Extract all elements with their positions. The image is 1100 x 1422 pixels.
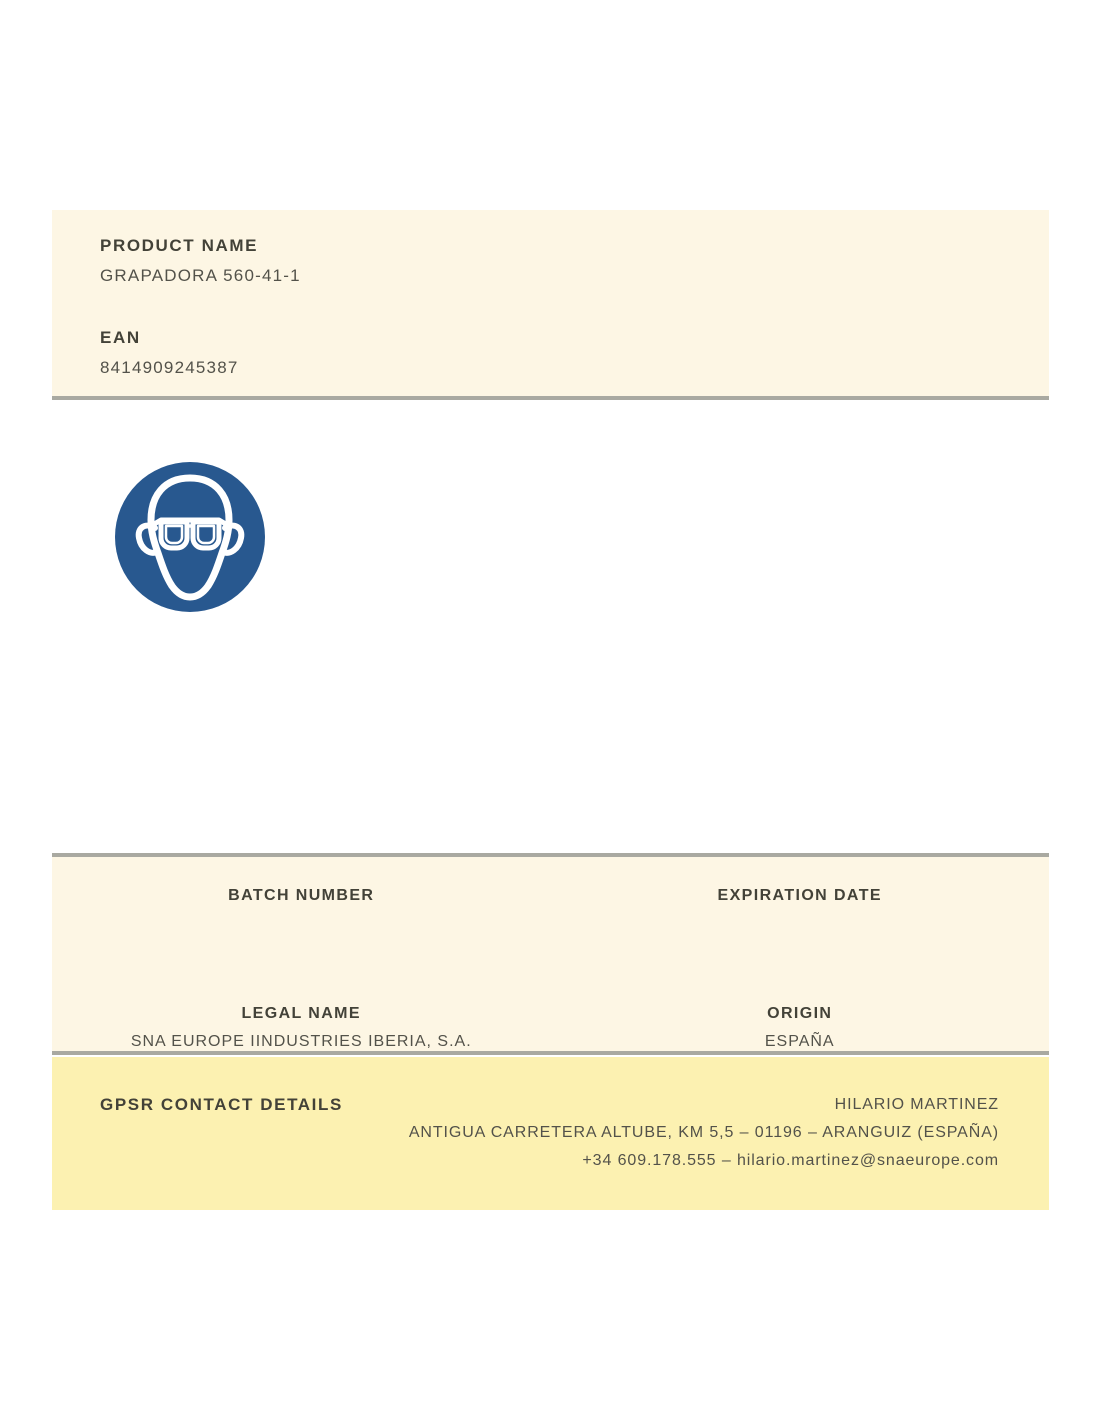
gpsr-contact-block bbox=[409, 1095, 999, 1210]
gpsr-contact-details-label: GPSR CONTACT DETAILS bbox=[100, 1095, 343, 1114]
batch-number-label: BATCH NUMBER bbox=[228, 887, 375, 904]
batch-number-value-empty bbox=[52, 914, 551, 934]
ean-value: 8414909245387 bbox=[100, 358, 239, 377]
batch-legal-left-column bbox=[52, 886, 551, 1051]
expiration-date-value-empty bbox=[551, 914, 1050, 934]
batch-legal-section bbox=[52, 853, 1049, 1055]
product-name-value: GRAPADORA 560-41-1 bbox=[100, 266, 301, 285]
expiration-date-label: EXPIRATION DATE bbox=[717, 887, 882, 904]
batch-legal-right-column bbox=[551, 886, 1050, 1051]
ean-label: EAN bbox=[100, 328, 141, 347]
product-info-section bbox=[52, 210, 1049, 400]
legal-name-label: LEGAL NAME bbox=[241, 1005, 361, 1022]
contact-address: ANTIGUA CARRETERA ALTUBE, KM 5,5 – 01196 – ARANGUIZ (ESPAÑA) bbox=[408, 1124, 999, 1141]
wear-eye-protection-icon bbox=[115, 462, 265, 612]
contact-phone-email: +34 609.178.555 – hilario.martinez@snaeurope.com bbox=[582, 1152, 999, 1169]
origin-label: ORIGIN bbox=[767, 1005, 833, 1022]
origin-value: ESPAÑA bbox=[764, 1033, 835, 1050]
product-name-label: PRODUCT NAME bbox=[100, 236, 259, 255]
legal-name-value: SNA EUROPE IINDUSTRIES IBERIA, S.A. bbox=[130, 1033, 472, 1050]
contact-name: HILARIO MARTINEZ bbox=[834, 1096, 999, 1113]
gpsr-contact-section bbox=[52, 1057, 1049, 1210]
